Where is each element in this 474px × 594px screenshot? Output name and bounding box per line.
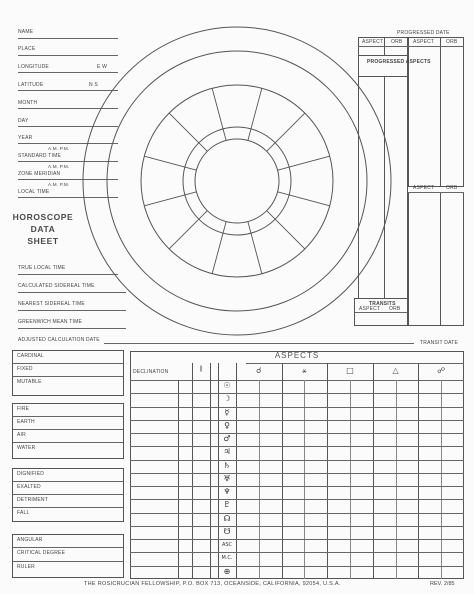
aspect-column-line xyxy=(418,363,419,579)
ampm-label-3: A.M. P.M. xyxy=(48,182,70,187)
critical-line xyxy=(13,561,123,562)
aspects-title: ASPECTS xyxy=(274,351,320,360)
quality-box-angular[interactable] xyxy=(12,534,124,578)
planet-glyph: ♃ xyxy=(223,447,231,457)
house-cusp-line xyxy=(212,88,223,129)
house-cusp-line xyxy=(169,113,199,143)
aspect-row-line xyxy=(130,407,464,408)
planet-glyph: ♄ xyxy=(223,460,231,470)
cardinal-label: CARDINAL xyxy=(17,353,44,359)
aspect-header-symbol: ☍ xyxy=(437,366,446,375)
grid-column-line xyxy=(178,380,179,579)
latitude-label: LATITUDE xyxy=(18,82,44,88)
planet-glyph: ☿ xyxy=(224,407,230,417)
air-label: AIR xyxy=(17,432,26,438)
fire-label: FIRE xyxy=(17,406,30,412)
house-cusp-line xyxy=(275,219,305,249)
ruler-label: RULER xyxy=(17,564,35,570)
detriment-label: DETRIMENT xyxy=(17,497,48,503)
aspects-table-frame xyxy=(130,351,464,579)
house-number-divider xyxy=(223,222,226,234)
dignified-label: DIGNIFIED xyxy=(17,471,45,477)
house-cusp-line xyxy=(169,219,199,249)
house-number-divider xyxy=(248,222,251,234)
aspect-subcolumn-line xyxy=(350,380,351,579)
planet-glyph: ☉ xyxy=(223,381,231,390)
ampm-label-1: A.M. P.M. xyxy=(48,146,70,151)
longitude-label: LONGITUDE xyxy=(18,64,49,70)
grid-column-line xyxy=(210,363,211,579)
aspect-row-line xyxy=(130,526,464,527)
planet-glyph: ♇ xyxy=(223,500,231,510)
aspect-row-line xyxy=(130,473,464,474)
aspect-row-line xyxy=(130,539,464,540)
house-number-divider xyxy=(199,143,207,151)
house-cusp-line xyxy=(144,156,185,167)
title-line-1: HOROSCOPE xyxy=(12,212,74,222)
aspect-subcolumn-line xyxy=(441,380,442,579)
house-cusp-line xyxy=(289,195,330,206)
revision-label: REV. 2/85 xyxy=(430,581,455,587)
ampm-label-2: A.M. P.M. xyxy=(48,164,70,169)
wheel-second-circle xyxy=(107,51,367,311)
aspect-subcolumn-line xyxy=(259,380,260,579)
natal-aspects-divider xyxy=(384,37,385,307)
natal-aspects-box[interactable] xyxy=(358,37,408,307)
adjusted-calc-date-line[interactable] xyxy=(104,343,414,344)
year-label: YEAR xyxy=(18,135,33,141)
house-number-divider xyxy=(267,143,275,151)
fixed-label: FIXED xyxy=(17,366,33,372)
aspect-header-bottom-line xyxy=(130,380,464,381)
planet-glyph: ♀ xyxy=(224,420,230,430)
calc-sidereal-label: CALCULATED SIDEREAL TIME xyxy=(18,283,95,289)
natal-orb-header: ORB xyxy=(391,39,403,45)
house-cusp-line xyxy=(144,195,185,206)
quality-box-elements[interactable] xyxy=(12,403,124,459)
progressed-orb-header: ORB xyxy=(446,39,458,45)
aspect-column-line xyxy=(327,363,328,579)
house-cusp-line xyxy=(251,233,262,274)
aspect-column-line xyxy=(373,363,374,579)
air-line xyxy=(13,442,123,443)
aspect-row-line xyxy=(130,499,464,500)
mutable-label: MUTABLE xyxy=(17,379,42,385)
standard-time-label: STANDARD TIME xyxy=(18,153,61,159)
natal-aspects-header-line xyxy=(358,46,408,47)
critical-degree-label: CRITICAL DEGREE xyxy=(17,550,66,556)
transit-header-line xyxy=(408,192,464,193)
aspect-column-line xyxy=(282,363,283,579)
progressed-aspects-divider xyxy=(440,37,441,187)
planet-glyph: M.C. xyxy=(221,555,233,562)
wheel-center-circle xyxy=(195,139,279,223)
horoscope-wheel xyxy=(82,21,392,341)
zone-meridian-label: ZONE MERIDIAN xyxy=(18,171,61,177)
aspect-subcolumn-line xyxy=(304,380,305,579)
aspect-row-line xyxy=(130,552,464,553)
transits-orb-header: ORB xyxy=(389,306,401,312)
aspect-row-line xyxy=(130,486,464,487)
transit-orb-header: ORB xyxy=(446,185,458,191)
transits-label: TRANSITS xyxy=(369,301,396,307)
aspect-header-symbol: □ xyxy=(346,366,354,375)
transit-aspects-divider xyxy=(440,192,441,326)
fixed-line xyxy=(13,376,123,377)
progressed-aspects-label-box xyxy=(358,55,431,77)
transits-label-box xyxy=(354,298,408,326)
transit-aspect-header: ASPECT xyxy=(413,185,435,191)
local-time-label: LOCAL TIME xyxy=(18,189,50,195)
greenwich-label: GREENWICH MEAN TIME xyxy=(18,319,82,325)
grid-column-line xyxy=(236,363,237,579)
declination-label: DECLINATION xyxy=(133,369,169,375)
water-label: WATER xyxy=(17,445,36,451)
quality-box-cardinal[interactable] xyxy=(12,350,124,396)
quality-box-dignities[interactable] xyxy=(12,468,124,522)
month-label: MONTH xyxy=(18,100,38,106)
transit-date-label: TRANSIT DATE xyxy=(420,340,459,346)
aspect-row-line xyxy=(130,393,464,394)
house-cusp-line xyxy=(251,88,262,129)
parallel-symbol: || xyxy=(199,366,203,372)
planet-glyph: ☊ xyxy=(223,513,231,523)
aspect-row-line xyxy=(130,566,464,567)
aspect-row-line xyxy=(130,513,464,514)
aspect-row-line xyxy=(130,446,464,447)
ns-label: N S xyxy=(89,82,98,88)
planet-glyph: ☋ xyxy=(223,526,231,536)
progressed-aspects-label: PROGRESSED ASPECTS xyxy=(367,59,431,65)
transit-aspects-box[interactable] xyxy=(408,192,464,326)
progressed-aspect-header: ASPECT xyxy=(413,39,435,45)
fire-line xyxy=(13,416,123,417)
transits-sub-line xyxy=(355,312,407,313)
house-number-divider xyxy=(199,211,207,219)
planet-glyph: ☽ xyxy=(223,394,231,404)
place-label: PLACE xyxy=(18,46,36,52)
house-cusp-line xyxy=(275,113,305,143)
title-line-2: DATA xyxy=(30,224,56,234)
aspect-header-symbol: ⚹ xyxy=(301,366,307,375)
house-number-divider xyxy=(278,167,290,170)
earth-line xyxy=(13,429,123,430)
ew-label: E W xyxy=(97,64,108,70)
nearest-sidereal-label: NEAREST SIDEREAL TIME xyxy=(18,301,85,307)
planet-glyph: ⊕ xyxy=(223,566,231,576)
natal-aspect-header: ASPECT xyxy=(362,39,384,45)
planet-glyph: ♂ xyxy=(223,434,231,444)
aspect-row-line xyxy=(130,433,464,434)
exalted-label: EXALTED xyxy=(17,484,41,490)
name-label: NAME xyxy=(18,29,34,35)
aspects-title-line xyxy=(246,363,464,364)
dignified-line xyxy=(13,481,123,482)
aspect-header-symbol: △ xyxy=(392,366,399,375)
house-number-divider xyxy=(185,192,197,195)
aspect-subcolumn-line xyxy=(396,380,397,579)
house-cusp-line xyxy=(289,156,330,167)
house-number-divider xyxy=(223,129,226,141)
planet-glyph: ASC xyxy=(221,542,233,549)
wheel-outer-circle xyxy=(83,27,391,335)
house-number-divider xyxy=(248,129,251,141)
aspect-row-line xyxy=(130,460,464,461)
aspect-header-symbol: ☌ xyxy=(256,366,262,375)
grid-column-line xyxy=(192,363,193,579)
angular-line xyxy=(13,547,123,548)
planet-glyph: ♅ xyxy=(223,473,231,483)
footer-address: THE ROSICRUCIAN FELLOWSHIP, P.O. BOX 713, OCEANSIDE, CALIFORNIA, 92054, U.S.A. xyxy=(84,581,341,587)
house-cusp-line xyxy=(212,233,223,274)
aspect-row-line xyxy=(130,420,464,421)
angular-label: ANGULAR xyxy=(17,537,43,543)
true-local-time-label: TRUE LOCAL TIME xyxy=(18,265,66,271)
house-number-divider xyxy=(185,167,197,170)
title-line-3: SHEET xyxy=(27,236,59,246)
house-number-divider xyxy=(267,211,275,219)
adjusted-calc-date-label: ADJUSTED CALCULATION DATE xyxy=(18,337,100,343)
detriment-line xyxy=(13,507,123,508)
progressed-header-line xyxy=(408,46,464,47)
planet-glyph: ♆ xyxy=(223,487,231,497)
cardinal-line xyxy=(13,363,123,364)
day-label: DAY xyxy=(18,118,29,124)
progressed-date-label: PROGRESSED DATE xyxy=(397,30,450,36)
exalted-line xyxy=(13,494,123,495)
fall-label: FALL xyxy=(17,510,30,516)
transits-aspect-header: ASPECT xyxy=(359,306,381,312)
earth-label: EARTH xyxy=(17,419,35,425)
house-number-divider xyxy=(278,192,290,195)
